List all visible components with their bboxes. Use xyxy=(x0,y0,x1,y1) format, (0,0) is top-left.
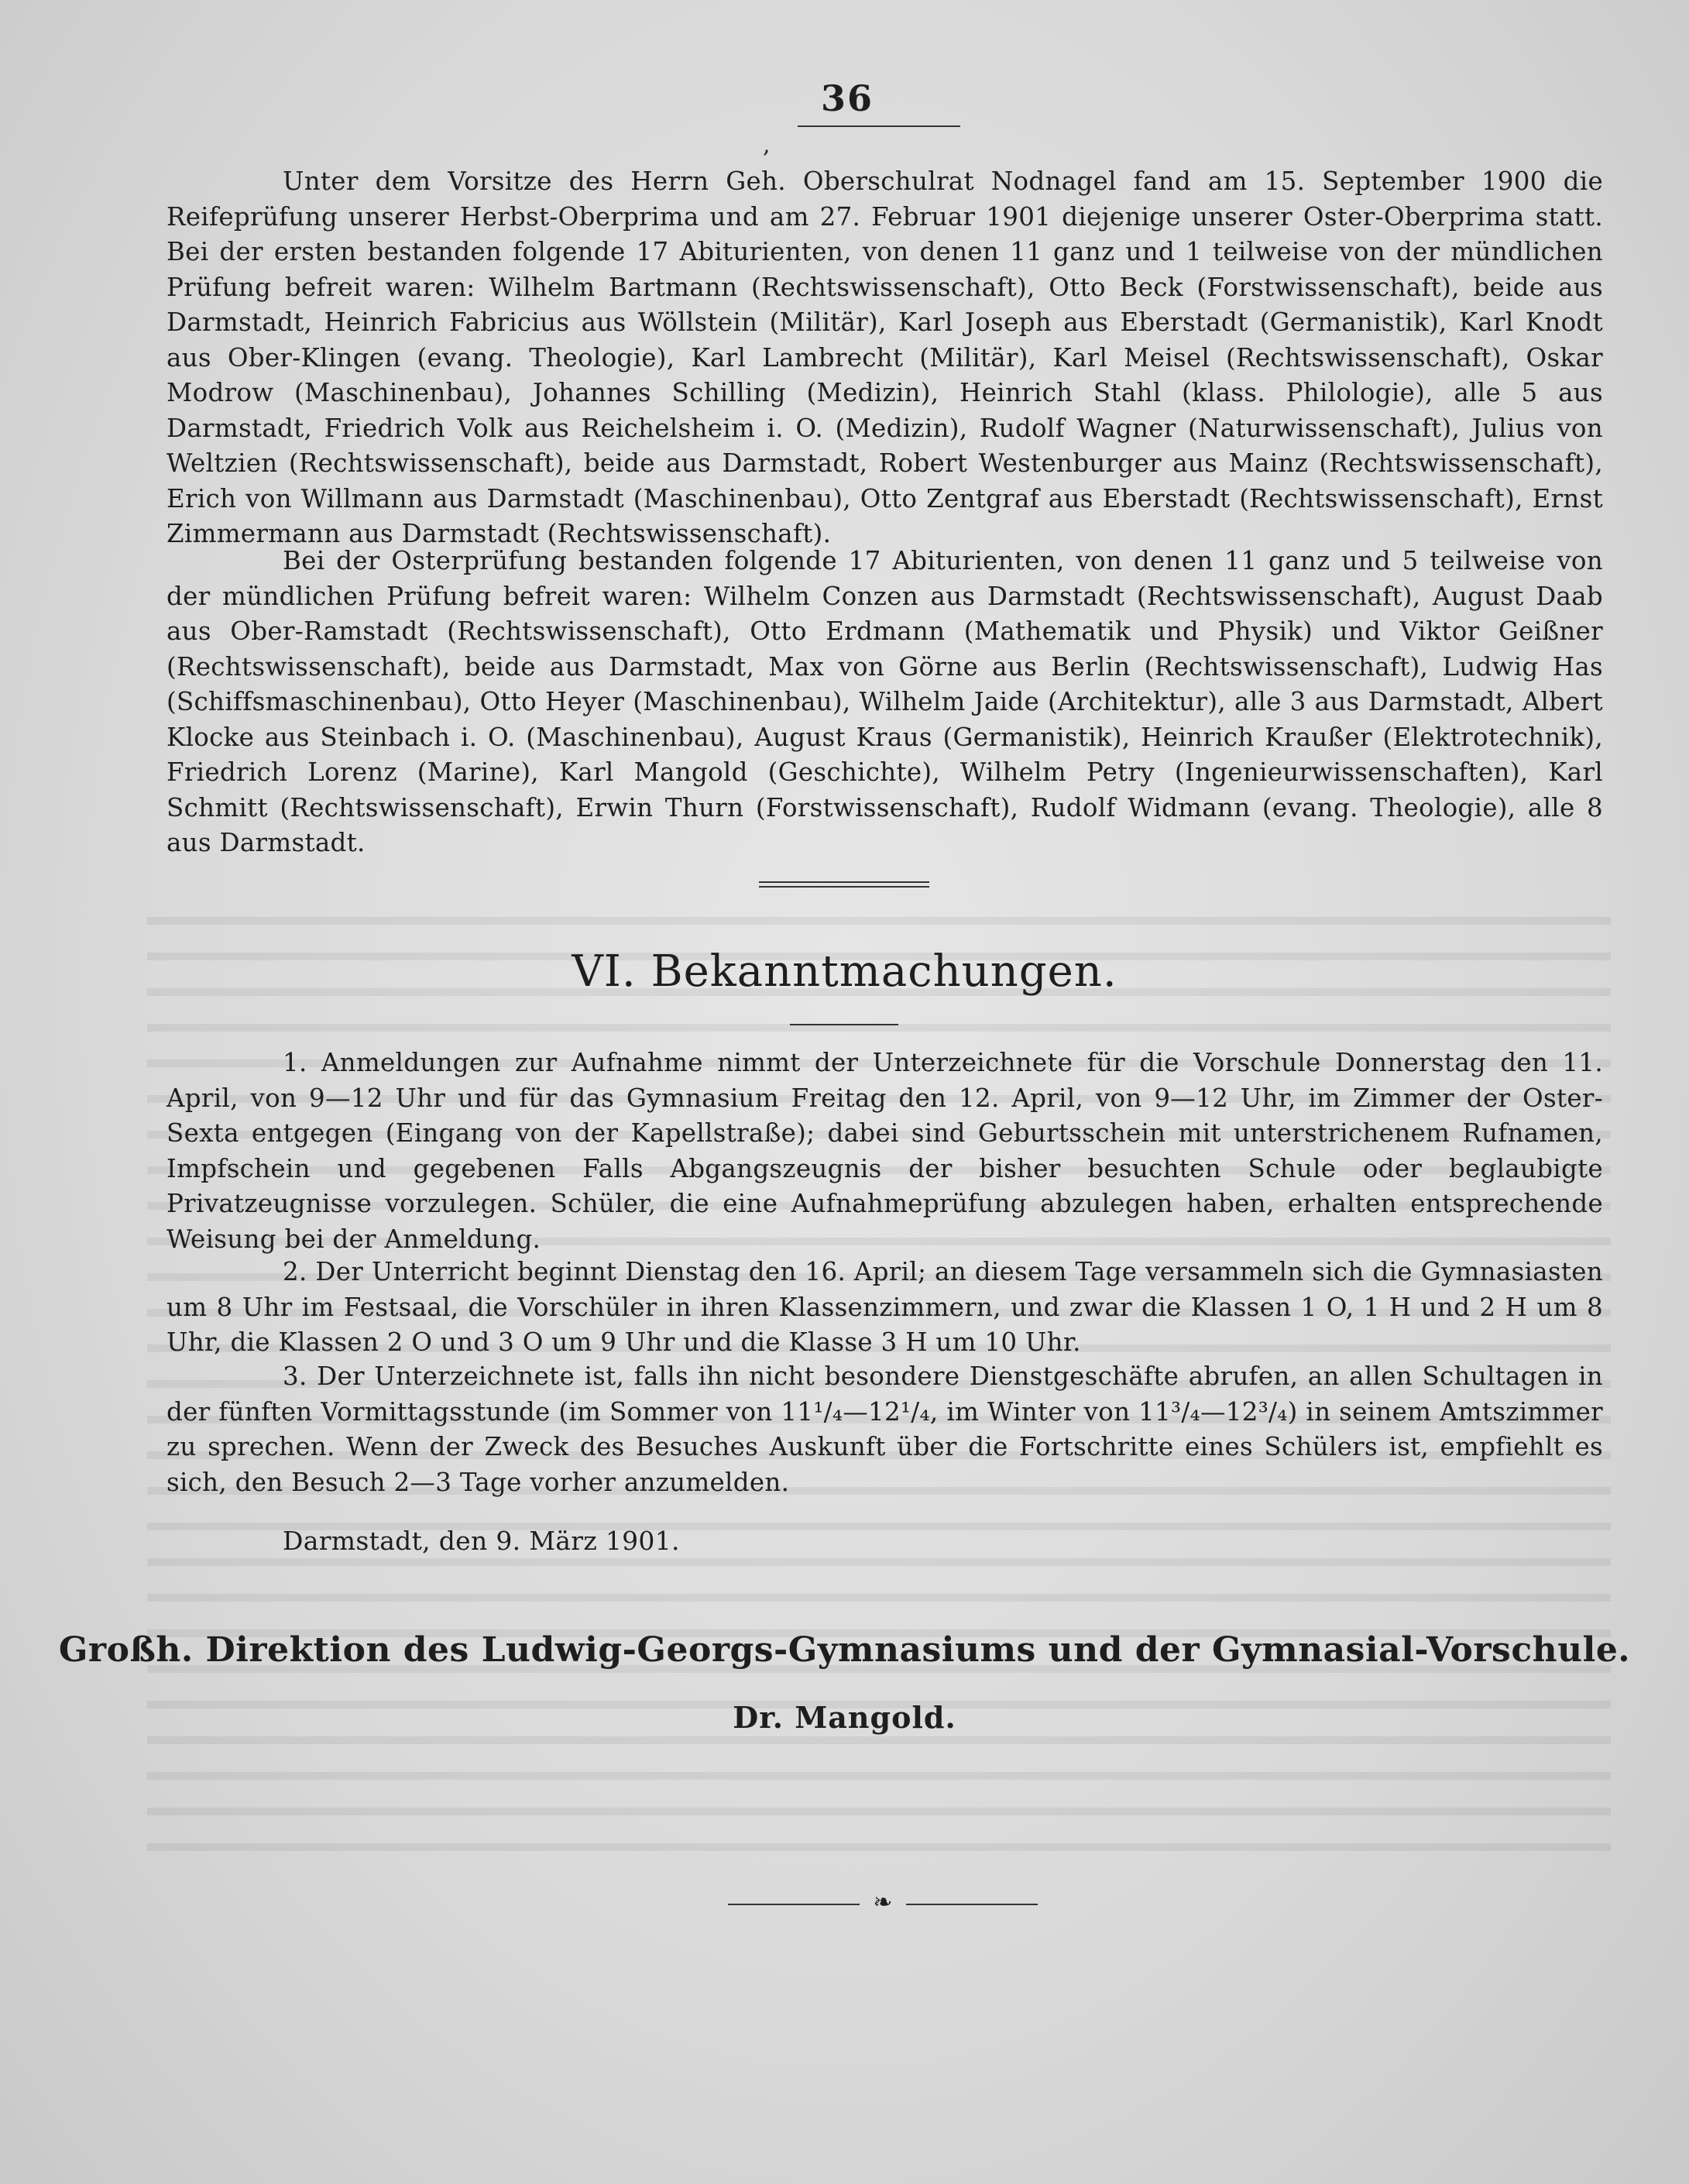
ornament-rule-left xyxy=(728,1904,860,1905)
page-number-rule xyxy=(798,125,960,127)
ink-speck: , xyxy=(763,132,771,159)
page-number: 36 xyxy=(821,77,874,119)
section-divider xyxy=(759,879,929,890)
signatory-name: Dr. Mangold. xyxy=(733,1700,956,1735)
signature-organization: Großh. Direktion des Ludwig-Georgs-Gymnasiums und der Gymnasial-Vorschule. xyxy=(58,1630,1631,1670)
dateline: Darmstadt, den 9. März 1901. xyxy=(283,1526,680,1556)
announcement-item: 2. Der Unterricht beginnt Dienstag den 16. April; an diesem Tage versammeln sich die Gymnasiasten um 8 Uhr im Festsaal, die Vorschüler in ihren Klassenzimmern, und zwar die Klassen 1 O, 1 H und 2 H um 8 Uhr, die Klassen 2 O und 3 O um 9 Uhr und die Klasse 3 H um 10 Uhr. xyxy=(166,1257,1603,1357)
announcement-item: 3. Der Unterzeichnete ist, falls ihn nicht besondere Dienstgeschäfte abrufen, an allen Schultagen in der fünften Vormittagsstunde (im Sommer von 11¹/₄—12¹/₄, im Winter von 11³/₄—12³/₄) in seinem Amtszimmer zu sprechen. Wenn der Zweck des Besuches Auskunft über die Fortschritte eines Schülers ist, empfiehlt es sich, den Besuch 2—3 Tage vorher anzumelden. xyxy=(166,1362,1603,1497)
report-paragraph-autumn-exam: Unter dem Vorsitze des Herrn Geh. Oberschulrat Nodnagel fand am 15. September 1900 die Reifeprüfung unserer Herbst-Oberprima und am 27. Februar 1901 diejenige unserer Oster-Oberprima statt. Bei der ersten bestanden folgende 17 Abiturienten, von denen 11 ganz und 1 teilweise von der mündlichen Prüfung befreit waren: Wilhelm Bartmann (Rechtswissenschaft), Otto Beck (Forstwissenschaft), beide aus Darmstadt, Heinrich Fabricius aus Wöllstein (Militär), Karl Joseph aus Eberstadt (Germanistik), Karl Knodt aus Ober-Klingen (evang. Theologie), Karl Lambrecht (Militär), Karl Meisel (Rechtswissenschaft), Oskar Modrow (Maschinenbau), Johannes Schilling (Medizin), Heinrich Stahl (klass. Philologie), alle 5 aus Darmstadt, Friedrich Volk aus Reichelsheim i. O. (Medizin), Rudolf Wagner (Naturwissenschaft), Julius von Weltzien (Rechtswissenschaft), beide aus Darmstadt, Robert Westenburger aus Mainz (Rechtswissenschaft), Erich von Willmann aus Darmstadt (Maschinenbau), Otto Zentgraf aus Eberstadt (Rechtswissenschaft), Ernst Zimmermann aus Darmstadt (Rechtswissenschaft). xyxy=(166,167,1603,548)
announcement-item: 1. Anmeldungen zur Aufnahme nimmt der Unterzeichnete für die Vorschule Donnerstag den 11. April, von 9—12 Uhr und für das Gymnasium Freitag den 12. April, von 9—12 Uhr, im Zimmer der Oster-Sexta entgegen (Eingang von der Kapellstraße); dabei sind Geburtsschein mit unterstrichenem Rufnamen, Impfschein und gegebenen Falls Abgangszeugnis der bisher besuchten Schule oder beglaubigte Privatzeugnisse vorzulegen. Schüler, die eine Aufnahmeprüfung abzulegen haben, erhalten entsprechende Weisung bei der Anmeldung. xyxy=(166,1048,1603,1254)
report-paragraph-easter-exam: Bei der Osterprüfung bestanden folgende 17 Abiturienten, von denen 11 ganz und 5 teilweise von der mündlichen Prüfung befreit waren: Wilhelm Conzen aus Darmstadt (Rechtswissenschaft), August Daab aus Ober-Ramstadt (Rechtswissenschaft), Otto Erdmann (Mathematik und Physik) und Viktor Geißner (Rechtswissenschaft), beide aus Darmstadt, Max von Görne aus Berlin (Rechtswissenschaft), Ludwig Has (Schiffsmaschinenbau), Otto Heyer (Maschinenbau), Wilhelm Jaide (Architektur), alle 3 aus Darmstadt, Albert Klocke aus Steinbach i. O. (Maschinenbau), August Kraus (Germanistik), Heinrich Kraußer (Elektrotechnik), Friedrich Lorenz (Marine), Karl Mangold (Geschichte), Wilhelm Petry (Ingenieurwissenschaften), Karl Schmitt (Rechtswissenschaft), Erwin Thurn (Forstwissenschaft), Rudolf Widmann (evang. Theologie), alle 8 aus Darmstadt. xyxy=(166,546,1603,857)
section-heading: VI. Bekanntmachungen. xyxy=(572,946,1117,997)
heading-rule xyxy=(790,1024,898,1025)
fleuron-icon: ❧ xyxy=(873,1889,893,1916)
ornament-rule-right xyxy=(906,1904,1038,1905)
closing-ornament xyxy=(728,1889,1038,1916)
